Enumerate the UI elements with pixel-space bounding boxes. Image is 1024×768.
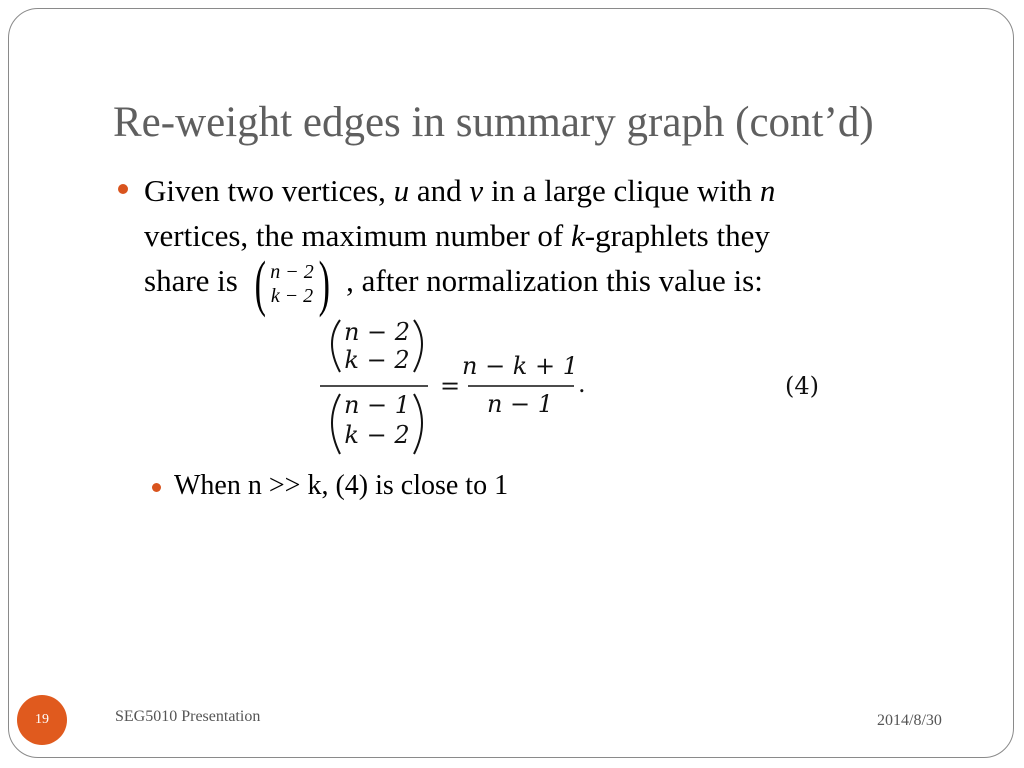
- eq-den-bottom: k − 2: [344, 421, 410, 449]
- text-segment: Given two vertices,: [144, 173, 394, 208]
- equation-graphic: [316, 312, 836, 462]
- eq-label: (4): [785, 372, 819, 400]
- text-segment: in a large clique with: [483, 173, 760, 208]
- text-segment: and: [409, 173, 470, 208]
- slide-title: Re-weight edges in summary graph (cont’d): [113, 99, 874, 146]
- eq-num-bottom: k − 2: [344, 346, 410, 374]
- bullet-item: [118, 168, 918, 318]
- variable-k: k: [571, 218, 585, 253]
- equation-4: [316, 312, 836, 462]
- eq-den-top: n − 1: [343, 391, 411, 419]
- variable-v: v: [469, 173, 484, 208]
- variable-n: n: [759, 173, 776, 208]
- binomial-top: n − 2: [270, 260, 314, 283]
- bullet-line-3: [144, 249, 918, 318]
- eq-num-top: n − 2: [343, 318, 411, 346]
- bullet-line-1: [144, 168, 918, 213]
- binomial-bottom: k − 2: [270, 284, 314, 307]
- text-segment: -graphlets they: [584, 218, 770, 253]
- text-segment: vertices, the maximum number of: [144, 218, 571, 253]
- bullet-dot-icon: [118, 184, 128, 194]
- footer-presentation: SEG5010 Presentation: [115, 708, 261, 725]
- slide-number-badge: 19: [17, 695, 67, 745]
- footer-date: 2014/8/30: [877, 712, 942, 729]
- slide-body: [118, 168, 918, 318]
- variable-u: u: [393, 173, 410, 208]
- eq-equals: =: [439, 372, 461, 400]
- text-segment: share is: [144, 263, 246, 298]
- eq-period: .: [578, 370, 586, 398]
- sub-bullet-dot-icon: [152, 483, 161, 492]
- eq-rhs-numerator: n − k + 1: [461, 352, 579, 380]
- eq-rhs-denominator: n − 1: [486, 390, 554, 418]
- sub-bullet-item: [152, 470, 508, 502]
- inline-binomial: ( n − 2 k − 2 ): [254, 249, 330, 318]
- sub-bullet-text: When n >> k, (4) is close to 1: [174, 470, 509, 501]
- text-segment: , after normalization this value is:: [338, 263, 763, 298]
